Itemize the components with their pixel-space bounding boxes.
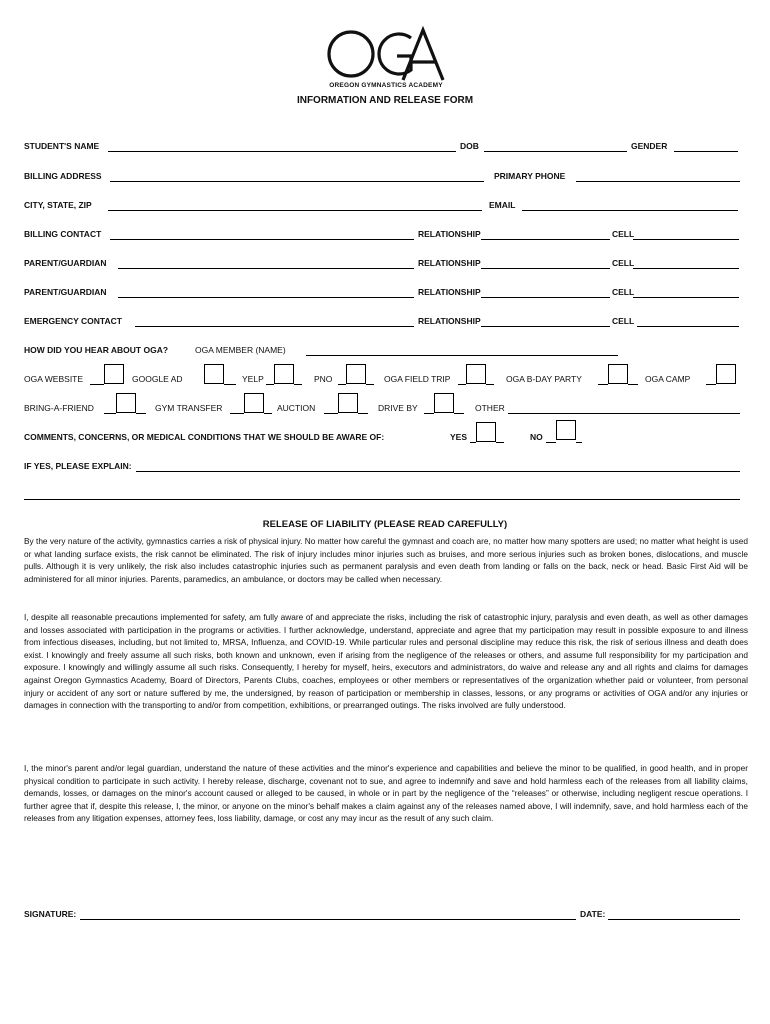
underline (424, 413, 434, 414)
drive-by-label: DRIVE BY (378, 403, 418, 413)
relationship-field[interactable] (481, 239, 610, 240)
billing-contact-field[interactable] (110, 239, 414, 240)
hear-about-label: HOW DID YOU HEAR ABOUT OGA? (24, 345, 169, 355)
cell-field[interactable] (633, 239, 739, 240)
underline (230, 413, 244, 414)
parent-guardian-label: PARENT/GUARDIAN (24, 287, 107, 297)
cell-label: CELL (612, 287, 635, 297)
form-title: INFORMATION AND RELEASE FORM (296, 95, 474, 106)
primary-phone-field[interactable] (576, 181, 740, 182)
parent-guardian-label: PARENT/GUARDIAN (24, 258, 107, 268)
bring-a-friend-label: BRING-A-FRIEND (24, 403, 94, 413)
no-label: NO (530, 432, 543, 442)
relationship-label: RELATIONSHIP (418, 258, 481, 268)
auction-label: AUCTION (277, 403, 316, 413)
oga-field-trip-checkbox[interactable] (466, 364, 486, 384)
dob-field[interactable] (484, 151, 627, 152)
city-state-zip-label: CITY, STATE, ZIP (24, 200, 92, 210)
dob-label: DOB (460, 141, 479, 151)
underline (454, 413, 464, 414)
relationship-label: RELATIONSHIP (418, 229, 481, 239)
gender-label: GENDER (631, 141, 668, 151)
yelp-checkbox[interactable] (274, 364, 294, 384)
cell-field[interactable] (633, 297, 739, 298)
cell-field[interactable] (637, 326, 739, 327)
medical-question: COMMENTS, CONCERNS, OR MEDICAL CONDITIONS THAT WE SHOULD BE AWARE OF: (24, 432, 385, 442)
release-title: RELEASE OF LIABILITY (PLEASE READ CAREFULLY) (262, 519, 508, 530)
underline (486, 384, 494, 385)
underline (294, 384, 302, 385)
underline (576, 442, 582, 443)
underline (266, 384, 274, 385)
underline (496, 442, 504, 443)
google-ad-label: GOOGLE AD (132, 374, 183, 384)
yes-checkbox[interactable] (476, 422, 496, 442)
primary-phone-label: PRIMARY PHONE (494, 171, 566, 181)
other-label: OTHER (475, 403, 505, 413)
pno-checkbox[interactable] (346, 364, 366, 384)
billing-address-label: BILLING ADDRESS (24, 171, 102, 181)
student-name-label: STUDENT'S NAME (24, 141, 100, 151)
oga-field-trip-label: OGA FIELD TRIP (384, 374, 451, 384)
underline (706, 384, 716, 385)
underline (264, 413, 272, 414)
google-ad-checkbox[interactable] (204, 364, 224, 384)
underline (598, 384, 608, 385)
underline (458, 384, 466, 385)
signature-label: SIGNATURE: (24, 909, 77, 919)
relationship-field[interactable] (481, 297, 610, 298)
underline (136, 413, 146, 414)
gym-transfer-checkbox[interactable] (244, 393, 264, 413)
drive-by-checkbox[interactable] (434, 393, 454, 413)
date-field[interactable] (608, 919, 740, 920)
email-label: EMAIL (489, 200, 516, 210)
gym-transfer-label: GYM TRANSFER (155, 403, 223, 413)
signature-field[interactable] (80, 919, 576, 920)
date-label: DATE: (580, 909, 606, 919)
underline (470, 442, 476, 443)
underline (358, 413, 368, 414)
yes-label: YES (450, 432, 468, 442)
relationship-field[interactable] (481, 326, 610, 327)
explain-label: IF YES, PLEASE EXPLAIN: (24, 461, 132, 471)
billing-contact-label: BILLING CONTACT (24, 229, 102, 239)
underline (338, 384, 346, 385)
cell-label: CELL (612, 258, 635, 268)
oga-bday-party-label: OGA B-DAY PARTY (506, 374, 582, 384)
cell-label: CELL (612, 316, 635, 326)
pno-label: PNO (314, 374, 333, 384)
emergency-contact-field[interactable] (135, 326, 414, 327)
relationship-field[interactable] (481, 268, 610, 269)
underline (104, 413, 116, 414)
underline (90, 384, 104, 385)
release-paragraph-2: I, despite all reasonable precautions implemented for safety, am fully aware of and appreciate the risks, including the risk of catastrophic injury, paralysis and even death, as well as other damages and losses associated with participation in the programs or activities. I further acknowledge, understand, appreciate and agree that my participation may result in possible exposure to and illness from infectious diseases, including, but not limited to, MRSA, Influenza, and COVID-19. While particular rules and personal discipline may reduce this risk, the risk of serious illness and death does exist. I knowingly and freely assume all such risks, both known and unknown, even if arising from the negligence of the releases or others, and assume full responsibility for my participation and exposure. I knowingly and willingly assume all such risks. Consequently, I hereby for myself, heirs, executors and administrators, do waive and release any and all rights and claims for damages against Oregon Gymnastics Academy, Board of Directors, Parents Clubs, coaches, employees or other members or representatives of the organization whether paid or volunteer, from personal injury or accident of any sort or nature suffered by me, the undersigned, by reason of participation or membership in classes, lessons, or any programs or activities of OGA and/or any injuries or damages in connection with the transporting to and/or from competition, exhibitions, or prearranged outings. The risks involved are fully understood. (24, 612, 748, 711)
release-paragraph-3: I, the minor's parent and/or legal guardian, understand the nature of these activities and the minor's experience and capabilities and believe the minor to be qualified, in good health, and in proper physical condition to participate in such activity. I hereby release, discharge, covenant not to sue, and agree to indemnify and save and hold harmless each of the releases from all liability claims, demands, losses, or damages on the minor's account caused or alleged to be caused, in whole or in part by the negligence of the “releases” or otherwise, including negligent rescue operations. I further agree that if, despite this release, I, the minor, or anyone on the minor's behalf makes a claim against any of the releases named above, I will indemnify, save, and hold harmless each of the releases from any litigation expenses, attorney fees, loss liability, damage, or cost any may incur as the result of any such claim. (24, 763, 748, 824)
explain-field-line-2[interactable] (24, 499, 740, 500)
underline (224, 384, 236, 385)
auction-checkbox[interactable] (338, 393, 358, 413)
email-field[interactable] (522, 210, 738, 211)
student-name-field[interactable] (108, 151, 456, 152)
release-paragraph-1: By the very nature of the activity, gymnastics carries a risk of physical injury. No matter how careful the gymnast and coach are, no matter how many spotters are used; no matter what height is used or what landing surface exists, the risk cannot be eliminated. The risk of injury includes minor injuries such as bruises, and more serious injuries such as broken bones, dislocations, and muscle pulls. Although it is very unlikely, the risk also includes catastrophic injuries such as permanent paralysis and even death from landing or falls on the back, neck or head. Basic First Aid will be administered for all minor injuries. Parents, paramedics, an ambulance, or doctors may be called when necessary. (24, 536, 748, 584)
underline (366, 384, 374, 385)
oga-bday-party-checkbox[interactable] (608, 364, 628, 384)
gender-field[interactable] (674, 151, 738, 152)
yelp-label: YELP (242, 374, 264, 384)
emergency-contact-label: EMERGENCY CONTACT (24, 316, 122, 326)
explain-field[interactable] (136, 471, 740, 472)
relationship-label: RELATIONSHIP (418, 287, 481, 297)
oga-camp-checkbox[interactable] (716, 364, 736, 384)
cell-label: CELL (612, 229, 635, 239)
other-field[interactable] (508, 413, 740, 414)
oga-website-label: OGA WEBSITE (24, 374, 84, 384)
oga-camp-label: OGA CAMP (645, 374, 691, 384)
cell-field[interactable] (633, 268, 739, 269)
oga-website-checkbox[interactable] (104, 364, 124, 384)
city-state-zip-field[interactable] (108, 210, 482, 211)
parent-guardian-field[interactable] (118, 297, 414, 298)
billing-address-field[interactable] (110, 181, 484, 182)
oga-member-label: OGA MEMBER (NAME) (195, 345, 286, 355)
underline (324, 413, 338, 414)
underline (628, 384, 638, 385)
parent-guardian-field[interactable] (118, 268, 414, 269)
no-checkbox[interactable] (556, 420, 576, 440)
bring-a-friend-checkbox[interactable] (116, 393, 136, 413)
relationship-label: RELATIONSHIP (418, 316, 481, 326)
underline (546, 442, 556, 443)
academy-name: OREGON GYMNASTICS ACADEMY (329, 82, 443, 89)
oga-member-field[interactable] (306, 355, 618, 356)
